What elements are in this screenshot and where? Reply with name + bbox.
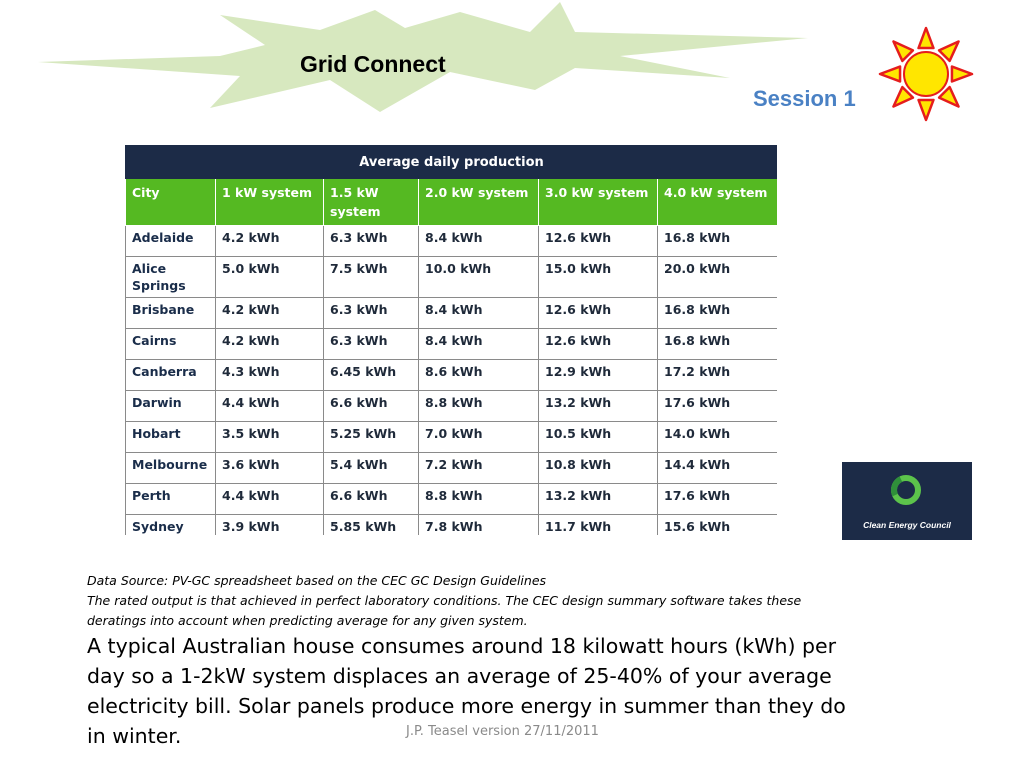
- slide-title: Grid Connect: [300, 51, 446, 77]
- value-cell: 14.4 kWh: [658, 453, 778, 484]
- production-table: [125, 145, 777, 535]
- value-cell: 16.8 kWh: [658, 226, 778, 257]
- value-cell: 14.0 kWh: [658, 422, 778, 453]
- header-1kw: 1 kW system: [216, 179, 324, 226]
- city-cell: Adelaide: [126, 226, 216, 257]
- value-cell: 3.5 kWh: [216, 422, 324, 453]
- value-cell: 8.4 kWh: [419, 298, 539, 329]
- table-row: [126, 484, 778, 515]
- value-cell: 7.0 kWh: [419, 422, 539, 453]
- table-body: [126, 226, 778, 536]
- city-cell: Sydney: [126, 515, 216, 536]
- header-4kw: 4.0 kW system: [658, 179, 778, 226]
- value-cell: 8.6 kWh: [419, 360, 539, 391]
- table-row: [126, 391, 778, 422]
- sun-ray: [952, 67, 972, 82]
- value-cell: 15.0 kWh: [539, 257, 658, 298]
- value-cell: 17.6 kWh: [658, 484, 778, 515]
- value-cell: 13.2 kWh: [539, 391, 658, 422]
- value-cell: 4.4 kWh: [216, 484, 324, 515]
- value-cell: 12.6 kWh: [539, 298, 658, 329]
- table-header-row: [126, 179, 778, 226]
- value-cell: 7.8 kWh: [419, 515, 539, 536]
- value-cell: 6.3 kWh: [324, 329, 419, 360]
- rating-note: The rated output is that achieved in perfect laboratory conditions. The CEC design summary software takes these deratings into account when predicting average for any given system.: [87, 593, 802, 628]
- value-cell: 3.9 kWh: [216, 515, 324, 536]
- value-cell: 8.8 kWh: [419, 484, 539, 515]
- value-cell: 10.0 kWh: [419, 257, 539, 298]
- value-cell: 17.2 kWh: [658, 360, 778, 391]
- value-cell: 20.0 kWh: [658, 257, 778, 298]
- header-2kw: 2.0 kW system: [419, 179, 539, 226]
- logo-text: Clean Energy Council: [863, 520, 951, 530]
- value-cell: 6.6 kWh: [324, 391, 419, 422]
- value-cell: 7.2 kWh: [419, 453, 539, 484]
- value-cell: 5.4 kWh: [324, 453, 419, 484]
- footer-version: J.P. Teasel version 27/11/2011: [406, 724, 599, 739]
- header-1-5kw: 1.5 kW system: [324, 179, 419, 226]
- sun-icon: [878, 26, 974, 122]
- logo-ring-icon: [891, 475, 921, 505]
- city-cell: Perth: [126, 484, 216, 515]
- table-row: [126, 298, 778, 329]
- clean-energy-council-logo: [842, 462, 972, 540]
- table-caption: Average daily production: [126, 146, 778, 179]
- table-row: [126, 329, 778, 360]
- city-cell: Cairns: [126, 329, 216, 360]
- value-cell: 5.85 kWh: [324, 515, 419, 536]
- sun-ray: [919, 28, 934, 48]
- value-cell: 4.4 kWh: [216, 391, 324, 422]
- value-cell: 4.2 kWh: [216, 298, 324, 329]
- value-cell: 12.9 kWh: [539, 360, 658, 391]
- header-city: City: [126, 179, 216, 226]
- city-cell: Canberra: [126, 360, 216, 391]
- value-cell: 12.6 kWh: [539, 329, 658, 360]
- sun-ray: [880, 67, 900, 82]
- value-cell: 16.8 kWh: [658, 329, 778, 360]
- value-cell: 8.8 kWh: [419, 391, 539, 422]
- city-cell: Melbourne: [126, 453, 216, 484]
- sun-ray: [919, 100, 934, 120]
- value-cell: 8.4 kWh: [419, 226, 539, 257]
- table-row: [126, 226, 778, 257]
- value-cell: 6.3 kWh: [324, 298, 419, 329]
- table-row: [126, 257, 778, 298]
- header-3kw: 3.0 kW system: [539, 179, 658, 226]
- value-cell: 7.5 kWh: [324, 257, 419, 298]
- data-source-note: Data Source: PV-GC spreadsheet based on the CEC GC Design Guidelines: [87, 573, 547, 588]
- value-cell: 6.45 kWh: [324, 360, 419, 391]
- city-cell: Alice Springs: [126, 257, 216, 298]
- city-cell: Hobart: [126, 422, 216, 453]
- city-cell: Darwin: [126, 391, 216, 422]
- value-cell: 16.8 kWh: [658, 298, 778, 329]
- value-cell: 13.2 kWh: [539, 484, 658, 515]
- value-cell: 4.2 kWh: [216, 329, 324, 360]
- session-label: Session 1: [753, 86, 856, 111]
- table-row: [126, 515, 778, 536]
- value-cell: 12.6 kWh: [539, 226, 658, 257]
- production-table-container: [125, 145, 777, 535]
- body-paragraph: A typical Australian house consumes around 18 kilowatt hours (kWh) per day so a 1-2kW system displaces an average of 25-40% of your average electricity bill. Solar panels produce more energy in summer than they do in winter.: [87, 634, 846, 748]
- value-cell: 10.5 kWh: [539, 422, 658, 453]
- value-cell: 11.7 kWh: [539, 515, 658, 536]
- value-cell: 8.4 kWh: [419, 329, 539, 360]
- value-cell: 17.6 kWh: [658, 391, 778, 422]
- value-cell: 5.0 kWh: [216, 257, 324, 298]
- value-cell: 6.6 kWh: [324, 484, 419, 515]
- table-row: [126, 422, 778, 453]
- value-cell: 6.3 kWh: [324, 226, 419, 257]
- value-cell: 10.8 kWh: [539, 453, 658, 484]
- table-row: [126, 453, 778, 484]
- value-cell: 4.3 kWh: [216, 360, 324, 391]
- value-cell: 15.6 kWh: [658, 515, 778, 536]
- notes: [87, 571, 847, 631]
- table-row: [126, 360, 778, 391]
- city-cell: Brisbane: [126, 298, 216, 329]
- value-cell: 3.6 kWh: [216, 453, 324, 484]
- value-cell: 5.25 kWh: [324, 422, 419, 453]
- value-cell: 4.2 kWh: [216, 226, 324, 257]
